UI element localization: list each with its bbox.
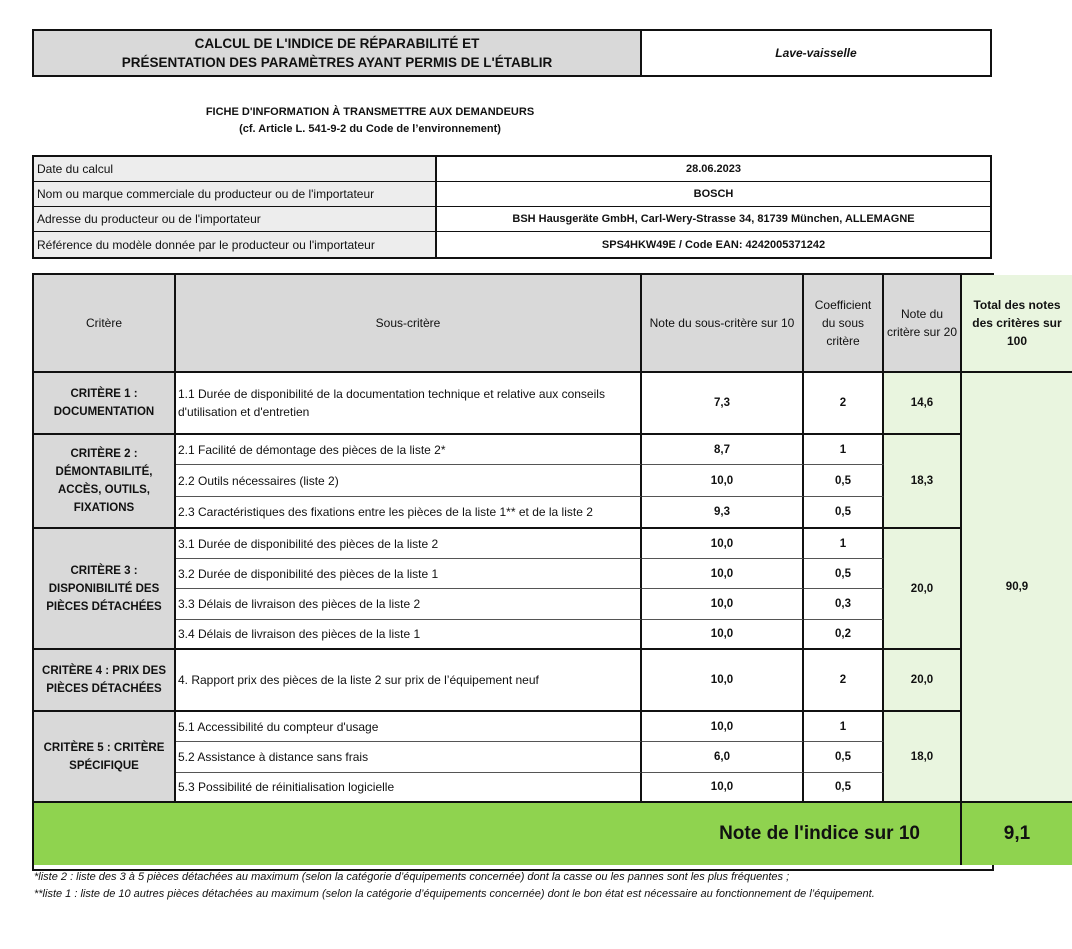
info-value: BSH Hausgeräte GmbH, Carl-Wery-Strasse 34, 81739 München, ALLEMAGNE [512,213,915,225]
subcriterion-2-2-note: 10,0 [642,465,804,497]
title-line-1: CALCUL DE L'INDICE DE RÉPARABILITÉ ET [194,36,480,51]
repairability-index-label: Note de l'indice sur 10 [34,803,962,865]
subcriterion-1-1-coef: 2 [804,373,884,435]
subcriterion-3-1-note: 10,0 [642,529,804,559]
subcriterion-3-4-note: 10,0 [642,620,804,650]
criterion-4-name: CRITÈRE 4 : PRIX DES PIÈCES DÉTACHÉES [34,650,176,712]
info-label: Nom ou marque commerciale du producteur ou de l'importateur [34,182,437,206]
criterion-5-name: CRITÈRE 5 : CRITÈRE SPÉCIFIQUE [34,712,176,803]
subcriterion-3-2-note: 10,0 [642,559,804,589]
subcriterion-4: 4. Rapport prix des pièces de la liste 2 sur prix de l’équipement neuf [176,650,642,712]
subcriterion-5-2-note: 6,0 [642,742,804,773]
info-value: SPS4HKW49E / Code EAN: 4242005371242 [601,238,826,251]
criterion-3-name: CRITÈRE 3 : DISPONIBILITÉ DES PIÈCES DÉTACHÉES [34,529,176,650]
subcriterion-5-3: 5.3 Possibilité de réinitialisation logicielle [176,773,642,803]
document-header [32,29,992,77]
repairability-index-value: 9,1 [962,803,1072,865]
subcriterion-5-1: 5.1 Accessibilité du compteur d'usage [176,712,642,742]
info-row [34,182,990,207]
subcriterion-2-3: 2.3 Caractéristiques des fixations entre les pièces de la liste 1** et de la liste 2 [176,497,642,529]
subcriterion-3-3-note: 10,0 [642,589,804,620]
subcriterion-5-3-note: 10,0 [642,773,804,803]
subcriterion-5-3-coef: 0,5 [804,773,884,803]
info-row [34,232,990,257]
info-label: Date du calcul [34,157,437,181]
product-type: Lave-vaisselle [775,46,857,60]
info-value: 28.06.2023 [685,163,742,175]
subcriterion-2-1-coef: 1 [804,435,884,465]
info-table [32,155,992,259]
subcriterion-3-4-coef: 0,2 [804,620,884,650]
score-table [32,273,1062,871]
title-line-2: PRÉSENTATION DES PARAMÈTRES AYANT PERMIS DE L'ÉTABLIR [121,55,553,70]
info-label: Référence du modèle donnée par le producteur ou l'importateur [34,232,437,257]
subcriterion-3-2-coef: 0,5 [804,559,884,589]
subcriterion-2-3-coef: 0,5 [804,497,884,529]
subcriterion-3-2: 3.2 Durée de disponibilité des pièces de la liste 1 [176,559,642,589]
subcriterion-4-coef: 2 [804,650,884,712]
subcriterion-1-1: 1.1 Durée de disponibilité de la documentation technique et relative aux conseils d'utilisation et d'entretien [176,373,642,435]
col-header-coefficient: Coefficient du sous critère [804,275,884,373]
info-value: BOSCH [693,188,734,200]
col-header-total: Total des notes des critères sur 100 [962,275,1072,373]
subcriterion-3-1-coef: 1 [804,529,884,559]
criterion-1-name: CRITÈRE 1 : DOCUMENTATION [34,373,176,435]
subcriterion-2-3-note: 9,3 [642,497,804,529]
subcriterion-2-1: 2.1 Facilité de démontage des pièces de la liste 2* [176,435,642,465]
col-header-sous-critere: Sous-critère [176,275,642,373]
info-row [34,207,990,232]
subcriterion-2-2-coef: 0,5 [804,465,884,497]
document-subtitle [160,104,580,138]
subcriterion-5-2-coef: 0,5 [804,742,884,773]
subcriterion-5-1-note: 10,0 [642,712,804,742]
info-row [34,157,990,182]
subcriterion-2-2: 2.2 Outils nécessaires (liste 2) [176,465,642,497]
col-header-note-critere: Note du critère sur 20 [884,275,962,373]
criterion-2-note: 18,3 [884,435,962,529]
subcriterion-3-3: 3.3 Délais de livraison des pièces de la liste 2 [176,589,642,620]
subcriterion-5-2: 5.2 Assistance à distance sans frais [176,742,642,773]
document-title [34,31,642,75]
subcriterion-5-1-coef: 1 [804,712,884,742]
subcriterion-2-1-note: 8,7 [642,435,804,465]
subcriterion-4-note: 10,0 [642,650,804,712]
criterion-5-note: 18,0 [884,712,962,803]
footnote-liste-1: **liste 1 : liste de 10 autres pièces détachées au maximum (selon la catégorie d’équipements concernée) dont le bon état est nécessaire au fonctionnement de l’équipement. [34,888,875,900]
col-header-critere: Critère [34,275,176,373]
subcriterion-3-1: 3.1 Durée de disponibilité des pièces de la liste 2 [176,529,642,559]
subcriterion-3-4: 3.4 Délais de livraison des pièces de la liste 1 [176,620,642,650]
subcriterion-1-1-note: 7,3 [642,373,804,435]
subtitle-line-2: (cf. Article L. 541-9-2 du Code de l’environnement) [239,123,501,135]
col-header-note-sous-critere: Note du sous-critère sur 10 [642,275,804,373]
footnote-liste-2: *liste 2 : liste des 3 à 5 pièces détachées au maximum (selon la catégorie d’équipements concernée) dont la casse ou les pannes sont les plus fréquentes ; [34,871,790,883]
footnotes [34,869,934,903]
total-score: 90,9 [962,373,1072,803]
criterion-3-note: 20,0 [884,529,962,650]
subcriterion-3-3-coef: 0,3 [804,589,884,620]
subtitle-line-1: FICHE D'INFORMATION À TRANSMETTRE AUX DEMANDEURS [205,106,535,118]
info-label: Adresse du producteur ou de l'importateur [34,207,437,231]
criterion-1-note: 14,6 [884,373,962,435]
criterion-4-note: 20,0 [884,650,962,712]
criterion-2-name: CRITÈRE 2 : DÉMONTABILITÉ, ACCÈS, OUTILS, FIXATIONS [34,435,176,529]
